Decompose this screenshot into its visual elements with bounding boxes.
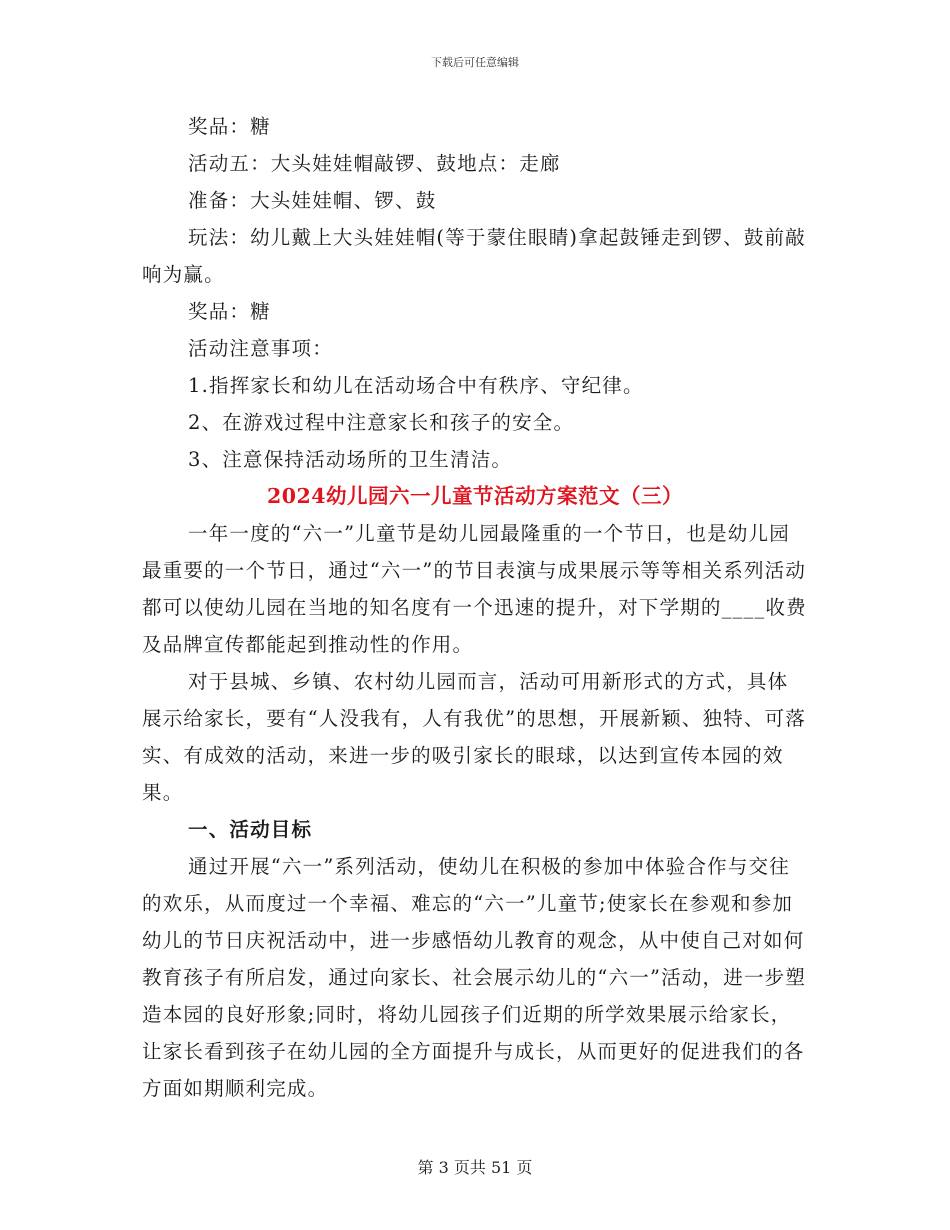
- notes-heading: 活动注意事项：: [188, 337, 333, 360]
- prize-line: 奖品：糖: [188, 115, 271, 138]
- note-item-3: 3、注意保持活动场所的卫生清洁。: [188, 448, 513, 471]
- intro-paragraph-1: 一年一度的“六一”儿童节是幼儿园最隆重的一个节日，也是幼儿园最重要的一个节日，通过“六一”的节目表演与成果展示等等相关系列活动都可以使幼儿园在当地的知名度有一个迅速的提升，对下学期的____收费及品牌宣传都能起到推动性的作用。: [142, 522, 807, 656]
- goals-paragraph: 通过开展“六一”系列活动，使幼儿在积极的参加中体验合作与交往的欢乐，从而度过一个幸福、难忘的“六一”儿童节;使家长在参观和参加幼儿的节日庆祝活动中，进一步感悟幼儿教育的观念，从中使自己对如何教育孩子有所启发，通过向家长、社会展示幼儿的“六一”活动，进一步塑造本园的良好形象;同时，将幼儿园孩子们近期的所学效果展示给家长，让家长看到孩子在幼儿园的全方面提升与成长，从而更好的促进我们的各方面如期顺利完成。: [142, 855, 807, 1100]
- preparation-line: 准备：大头娃娃帽、锣、鼓: [188, 189, 437, 212]
- intro-paragraph-2: 对于县城、乡镇、农村幼儿园而言，活动可用新形式的方式，具体展示给家长，要有“人没我有，人有我优”的思想，开展新颖、独特、可落实、有成效的活动，来进一步的吸引家长的眼球，以达到宣传本园的效果。: [142, 670, 807, 804]
- prize-line-2: 奖品：糖: [188, 300, 271, 323]
- activity-five-line: 活动五：大头娃娃帽敲锣、鼓地点：走廊: [188, 152, 561, 175]
- page-footer: 第 3 页共 51 页: [417, 1158, 533, 1177]
- rules-paragraph: 玩法：幼儿戴上大头娃娃帽(等于蒙住眼睛)拿起鼓锤走到锣、鼓前敲响为赢。: [142, 226, 806, 286]
- page-header: 下载后可任意编辑: [431, 56, 519, 69]
- note-item-2: 2、在游戏过程中注意家长和孩子的安全。: [188, 411, 575, 434]
- document-body: [142, 108, 808, 1107]
- section-title: 2024幼儿园六一儿童节活动方案范文（三）: [266, 484, 684, 508]
- note-item-1: 1.指挥家长和幼儿在活动场合中有秩序、守纪律。: [188, 374, 644, 397]
- goals-heading: 一、活动目标: [188, 818, 313, 841]
